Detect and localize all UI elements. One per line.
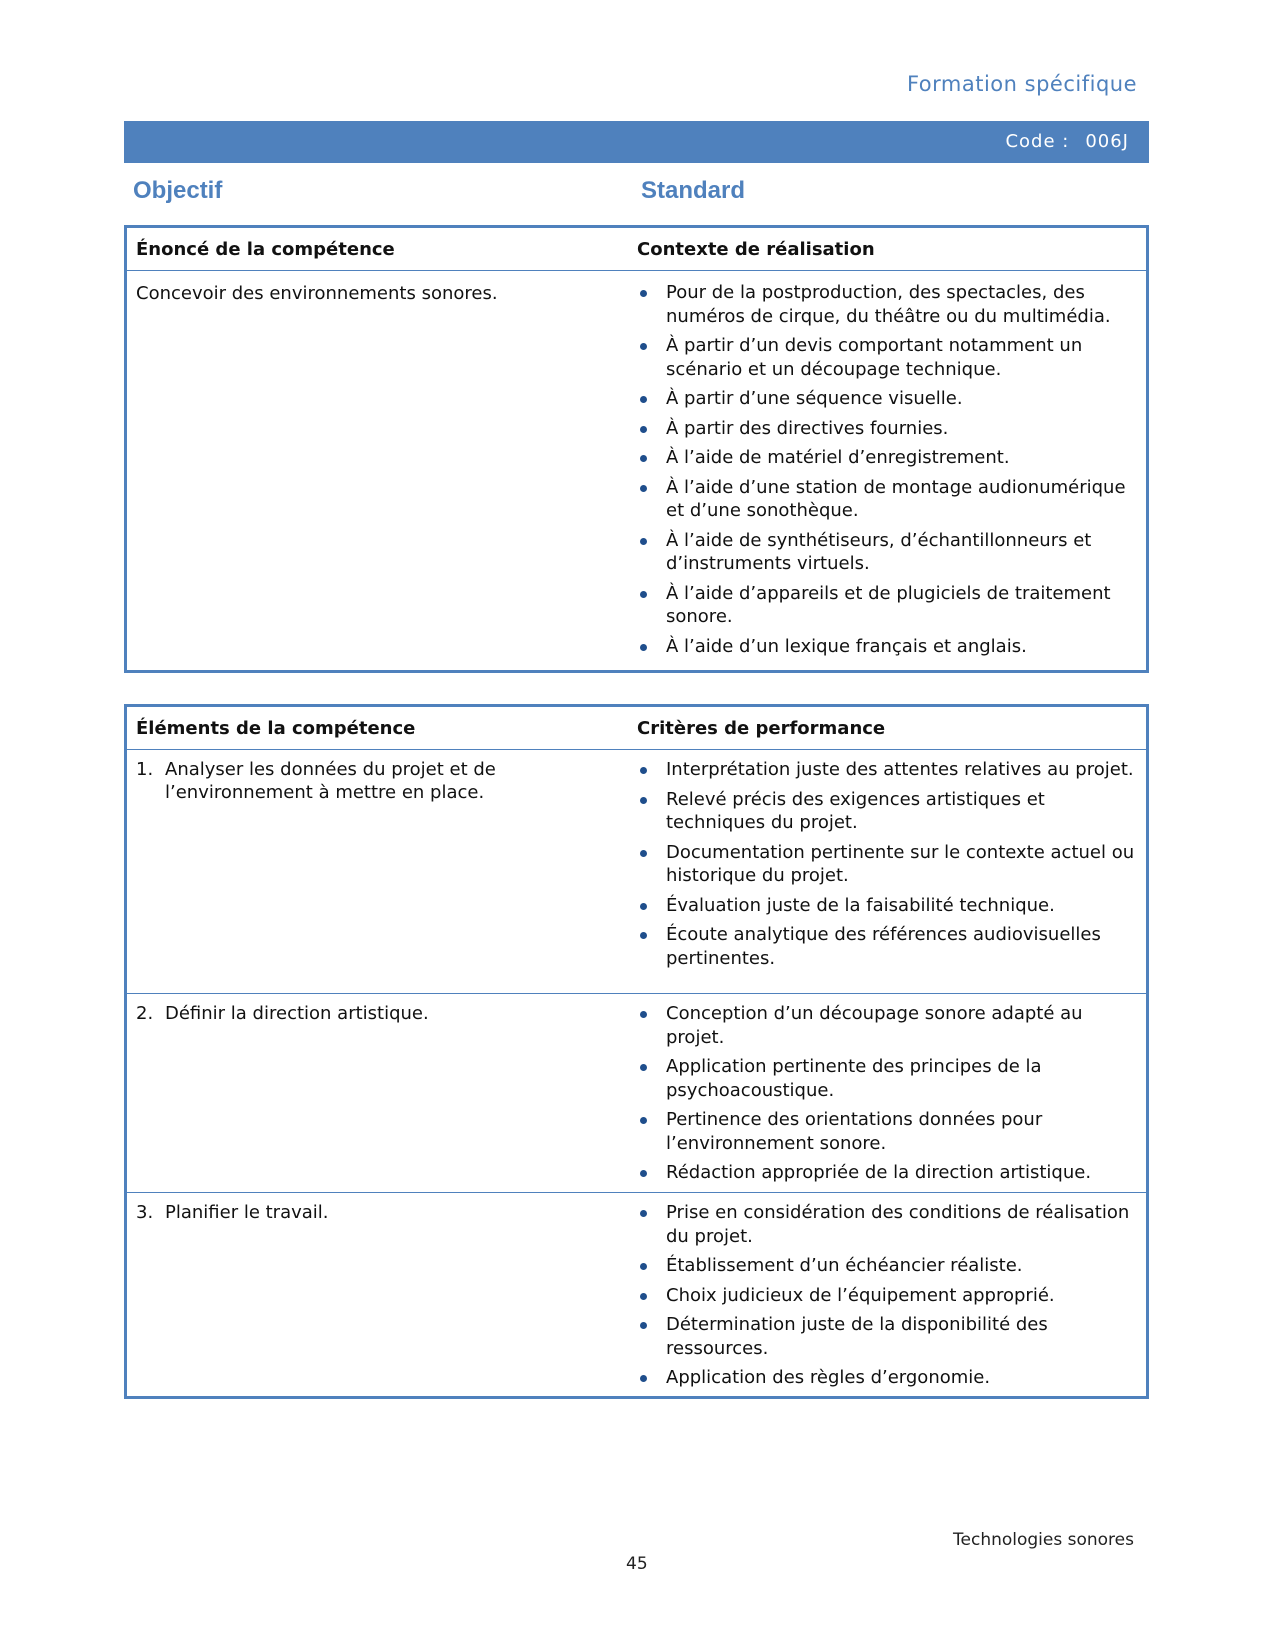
list-item: Prise en considération des conditions de réalisation du projet. (637, 1201, 1146, 1248)
list-item: À l’aide d’un lexique français et anglais. (637, 635, 1146, 659)
footer-program-title: Technologies sonores (953, 1530, 1134, 1550)
list-item: Détermination juste de la disponibilité des ressources. (637, 1313, 1146, 1360)
table-row (127, 750, 1146, 994)
bullet-icon (640, 1263, 647, 1270)
bullet-icon (640, 1375, 647, 1382)
bullet-icon (640, 1011, 647, 1018)
header-contexte: Contexte de réalisation (637, 238, 875, 260)
header-criteres: Critères de performance (637, 717, 886, 739)
table-header-row (127, 707, 1146, 750)
bullet-icon (640, 1117, 647, 1124)
table-row (127, 1193, 1146, 1396)
bullet-icon (640, 485, 647, 492)
section-title-standard: Standard (641, 177, 746, 204)
context-list (637, 281, 1146, 658)
bullet-icon (640, 644, 647, 651)
bullet-icon (640, 1293, 647, 1300)
list-item: À l’aide d’appareils et de plugiciels de traitement sonore. (637, 582, 1146, 629)
bullet-icon (640, 1210, 647, 1217)
list-item: À partir d’un devis comportant notamment un scénario et un découpage technique. (637, 334, 1146, 381)
code-banner (124, 121, 1149, 163)
bullet-icon (640, 591, 647, 598)
bullet-icon (640, 290, 647, 297)
list-item: Application pertinente des principes de la psychoacoustique. (637, 1055, 1146, 1102)
list-item: Documentation pertinente sur le contexte actuel ou historique du projet. (637, 841, 1146, 888)
competency-statement: Concevoir des environnements sonores. (136, 283, 498, 304)
bullet-icon (640, 932, 647, 939)
code-label: Code : (1005, 131, 1070, 152)
element-item: 3. Planifier le travail. (136, 1202, 329, 1223)
list-item: À partir des directives fournies. (637, 417, 1146, 441)
bullet-icon (640, 797, 647, 804)
code-value: 006J (1085, 131, 1129, 152)
element-item: 2. Définir la direction artistique. (136, 1003, 429, 1024)
list-item: À l’aide de synthétiseurs, d’échantillonneurs et d’instruments virtuels. (637, 529, 1146, 576)
list-item: Interprétation juste des attentes relatives au projet. (637, 758, 1146, 782)
table-row (127, 271, 1146, 670)
list-item: Application des règles d’ergonomie. (637, 1366, 1146, 1390)
competency-statement-table (124, 225, 1149, 673)
list-item: À partir d’une séquence visuelle. (637, 387, 1146, 411)
bullet-icon (640, 343, 647, 350)
list-item: À l’aide de matériel d’enregistrement. (637, 446, 1146, 470)
table-row (127, 994, 1146, 1193)
criteria-list (637, 1002, 1146, 1185)
bullet-icon (640, 396, 647, 403)
performance-criteria-table (124, 704, 1149, 1399)
table-header-row (127, 228, 1146, 271)
bullet-icon (640, 767, 647, 774)
competency-code (1005, 131, 1129, 152)
bullet-icon (640, 903, 647, 910)
list-item: Conception d’un découpage sonore adapté au projet. (637, 1002, 1146, 1049)
section-title-objectif: Objectif (133, 177, 223, 204)
bullet-icon (640, 1170, 647, 1177)
list-item: À l’aide d’une station de montage audionumérique et d’une sonothèque. (637, 476, 1146, 523)
list-item: Relevé précis des exigences artistiques et techniques du projet. (637, 788, 1146, 835)
list-item: Écoute analytique des références audiovisuelles pertinentes. (637, 923, 1146, 970)
bullet-icon (640, 1064, 647, 1071)
bullet-icon (640, 426, 647, 433)
list-item: Pertinence des orientations données pour l’environnement sonore. (637, 1108, 1146, 1155)
bullet-icon (640, 850, 647, 857)
criteria-list (637, 758, 1146, 970)
criteria-list (637, 1201, 1146, 1390)
list-item: Rédaction appropriée de la direction artistique. (637, 1161, 1146, 1185)
running-header-title: Formation spécifique (906, 72, 1137, 96)
list-item: Pour de la postproduction, des spectacles, des numéros de cirque, du théâtre ou du multimédia. (637, 281, 1146, 328)
header-enonce: Énoncé de la compétence (136, 238, 395, 260)
list-item: Établissement d’un échéancier réaliste. (637, 1254, 1146, 1278)
list-item: Choix judicieux de l’équipement approprié. (637, 1284, 1146, 1308)
bullet-icon (640, 455, 647, 462)
bullet-icon (640, 538, 647, 545)
element-item: 1. Analyser les données du projet et de l’environnement à mettre en place. (136, 759, 496, 803)
list-item: Évaluation juste de la faisabilité technique. (637, 894, 1146, 918)
header-elements: Éléments de la compétence (136, 717, 416, 739)
bullet-icon (640, 1322, 647, 1329)
page-number: 45 (626, 1554, 648, 1574)
